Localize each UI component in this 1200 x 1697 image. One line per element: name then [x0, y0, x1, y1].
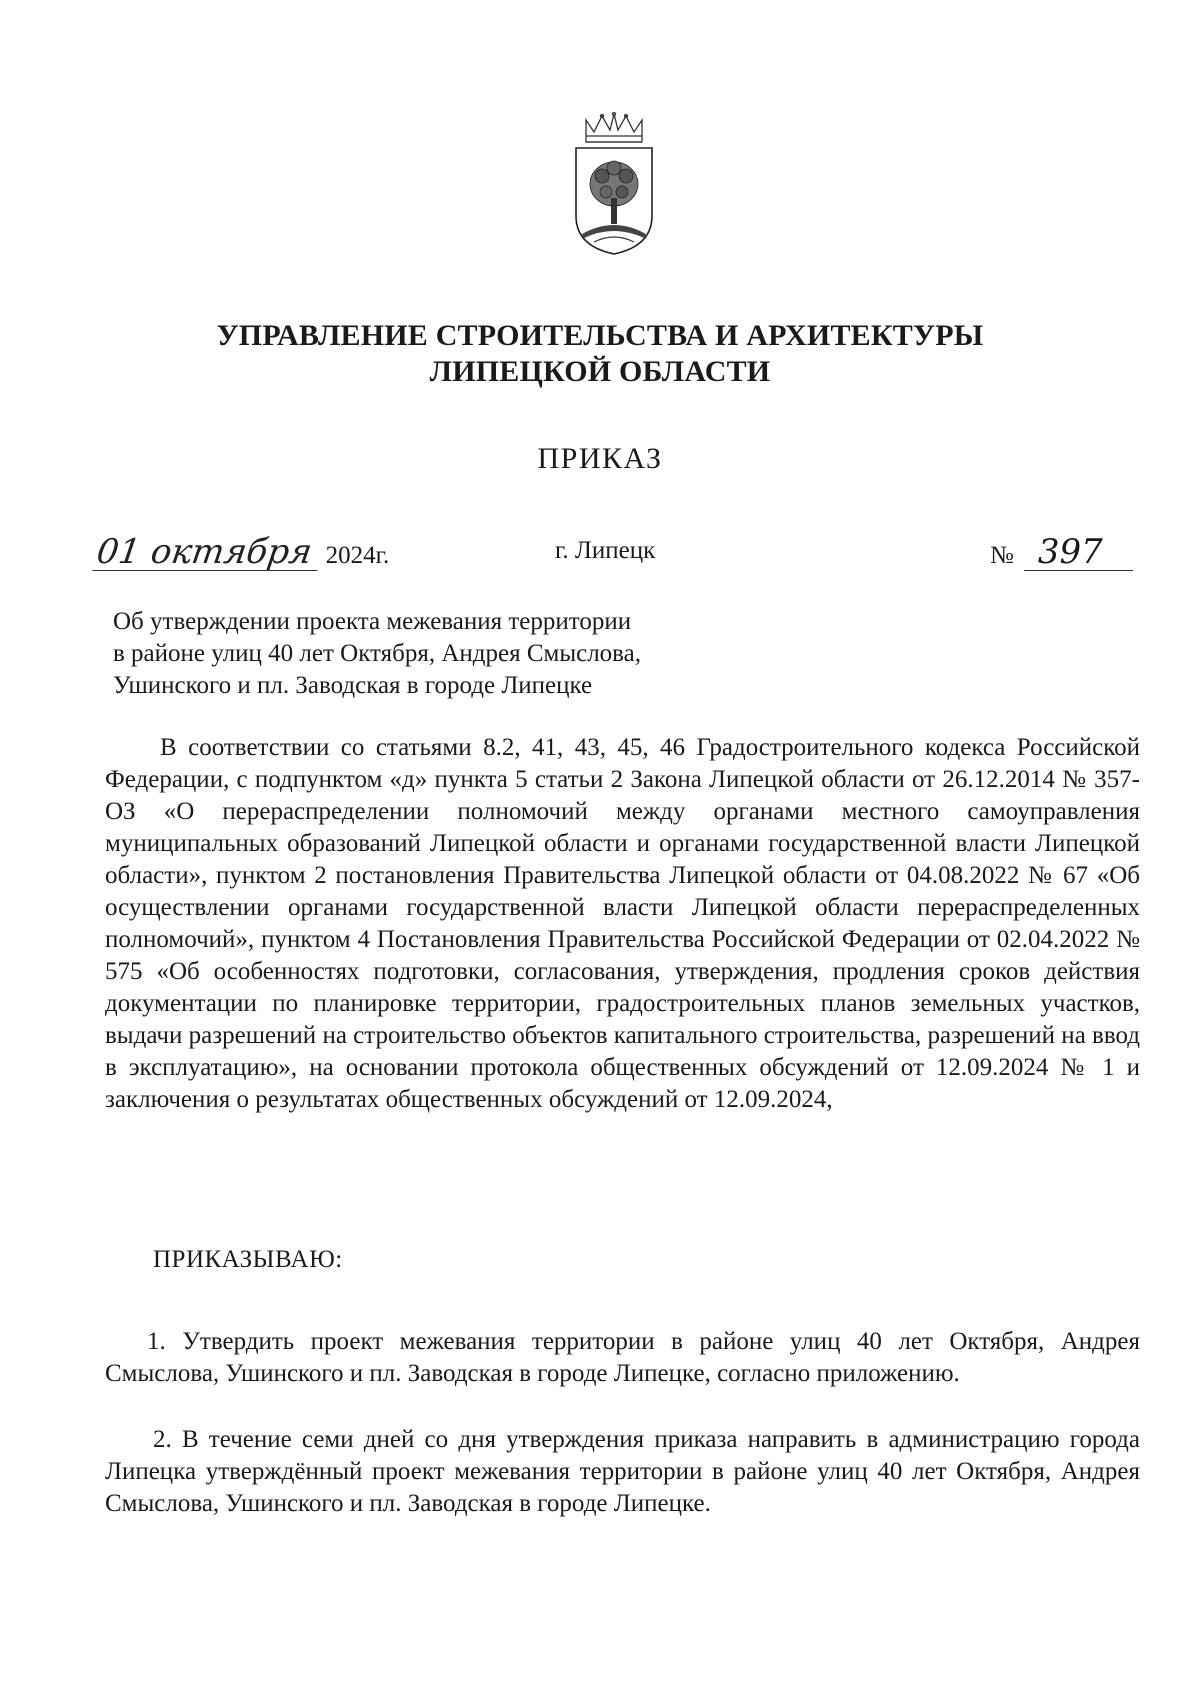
document-number — [990, 534, 1133, 573]
number-label: № — [990, 542, 1014, 569]
order-item-2: 2. В течение семи дней со дня утверждения приказа направить в администрацию города Липецка утверждённый проект межевания территории в районе улиц 40 лет Октября, Андрея Смыслова, Ушинского и пл. Заводская в городе Липецке. — [105, 1426, 1140, 1517]
document-date — [95, 534, 389, 573]
handwritten-number: 397 — [1024, 534, 1133, 571]
subject-line-3: Ушинского и пл. Заводская в городе Липецке — [113, 672, 593, 699]
org-line-1: УПРАВЛЕНИЕ СТРОИТЕЛЬСТВА И АРХИТЕКТУРЫ — [216, 319, 984, 352]
subject-line-2: в районе улиц 40 лет Октября, Андрея Смыслова, — [113, 640, 642, 667]
handwritten-date: 01 октября — [92, 534, 322, 571]
date-year: 2024г. — [325, 542, 390, 569]
org-line-2: ЛИПЕЦКОЙ ОБЛАСТИ — [429, 355, 771, 388]
document-subject — [113, 606, 753, 702]
order-item-1: 1. Утвердить проект межевания территории в районе улиц 40 лет Октября, Андрея Смыслова, Ушинского и пл. Заводская в городе Липецке, согласно приложению. — [105, 1328, 1140, 1387]
organization-name — [200, 318, 1000, 390]
preamble-paragraph: В соответствии со статьями 8.2, 41, 43, 45, 46 Градостроительного кодекса Российской Федерации, с подпунктом «д» пункта 5 статьи 2 Закона Липецкой области от 26.12.2014 № 357-ОЗ «О перераспределении полномочий между органами местного самоуправления муниципальных образований Липецкой области и органами государственной власти Липецкой области», пунктом 2 постановления Правительства Липецкой области от 04.08.2022 № 67 «Об осуществлении органами государственной власти Липецкой области перераспределенных полномочий», пунктом 4 Постановления Правительства Российской Федерации от 02.04.2022 № 575 «Об особенностях подготовки, согласования, утверждения, продления сроков действия документации по планировке территории, градостроительных планов земельных участков, выдачи разрешений на строительство объектов капитального строительства, разрешений на ввод в эксплуатацию», на основании протокола общественных обсуждений от 12.09.2024 № 1 и заключения о результатах общественных обсуждений от 12.09.2024, — [105, 734, 1140, 1113]
lipetsk-coat-of-arms-icon — [572, 112, 656, 256]
subject-line-1: Об утверждении проекта межевания территории — [113, 608, 632, 635]
order-word: ПРИКАЗЫВАЮ: — [153, 1246, 343, 1273]
document-type: ПРИКАЗ — [537, 442, 663, 475]
document-city: г. Липецк — [555, 537, 656, 564]
